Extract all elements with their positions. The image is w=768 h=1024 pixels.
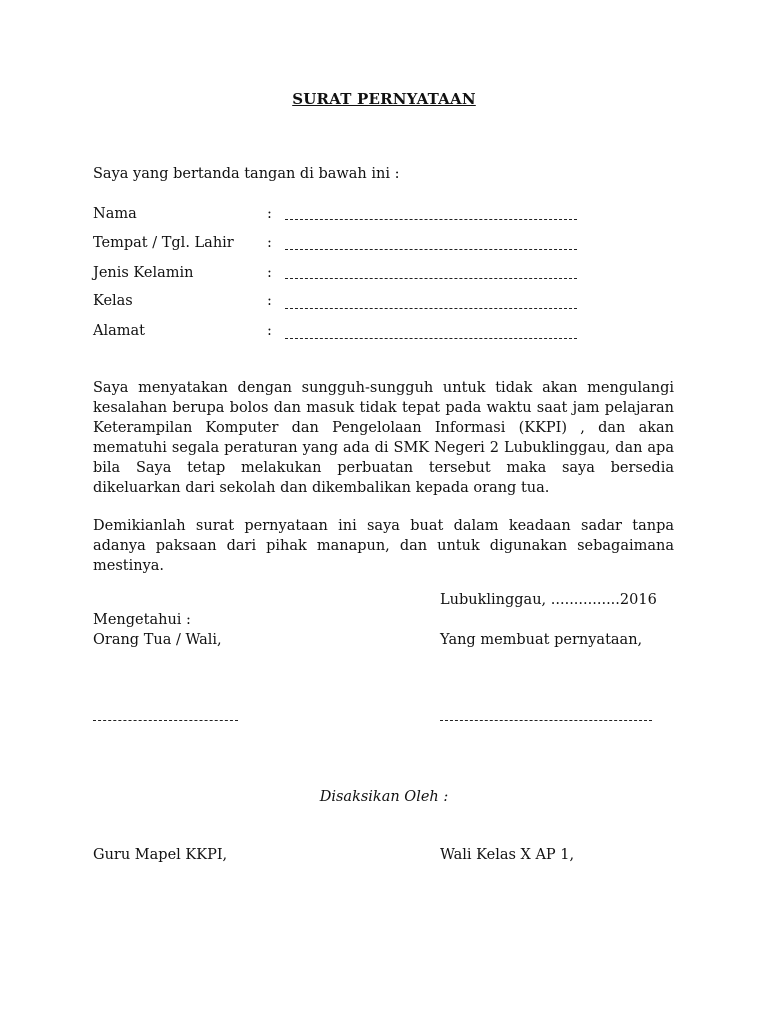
field-label-kelas: Kelas	[93, 293, 133, 309]
closing-paragraph: Demikianlah surat pernyataan ini saya buat dalam keadaan sadar tanpa adanya paksaan dari pihak manapun, dan untuk digunakan sebagaimana mestinya.	[93, 518, 674, 574]
parent-guardian-label: Orang Tua / Wali,	[93, 632, 222, 648]
field-blank-alamat	[285, 338, 577, 339]
parent-signature-line	[93, 720, 238, 721]
field-label-nama: Nama	[93, 206, 137, 222]
witness-heading: Disaksikan Oleh :	[319, 789, 449, 805]
intro-text: Saya yang bertanda tangan di bawah ini :	[93, 166, 400, 182]
field-label-jenis-kelamin: Jenis Kelamin	[93, 265, 194, 281]
document-title: SURAT PERNYATAAN	[292, 90, 476, 108]
field-label-tempat-tgl-lahir: Tempat / Tgl. Lahir	[93, 235, 234, 251]
field-colon: :	[267, 293, 272, 309]
witness-homeroom-label: Wali Kelas X AP 1,	[440, 847, 575, 863]
field-blank-nama	[285, 219, 577, 220]
statement-paragraph: Saya menyatakan dengan sungguh-sungguh untuk tidak akan mengulangi kesalahan berupa bolos dan masuk tidak tepat pada waktu saat jam pelajaran Keterampilan Komputer dan Pengelolaan Informasi (KKPI) , dan akan mematuhi segala peraturan yang ada di SMK Negeri 2 Lubuklinggau, dan apa bila Saya tetap melakukan perbuatan tersebut maka saya bersedia dikeluarkan dari sekolah dan dikembalikan kepada orang tua.	[93, 380, 674, 496]
field-blank-jenis-kelamin	[285, 278, 577, 279]
declarant-signature-line	[440, 720, 652, 721]
field-colon: :	[267, 235, 272, 251]
field-blank-kelas	[285, 308, 577, 309]
field-blank-tempat-tgl-lahir	[285, 249, 577, 250]
field-colon: :	[267, 206, 272, 222]
field-label-alamat: Alamat	[93, 323, 145, 339]
field-colon: :	[267, 265, 272, 281]
acknowledged-label: Mengetahui :	[93, 612, 191, 628]
field-colon: :	[267, 323, 272, 339]
witness-teacher-label: Guru Mapel KKPI,	[93, 847, 228, 863]
place-date: Lubuklinggau, ...............2016	[440, 592, 657, 608]
declarant-label: Yang membuat pernyataan,	[440, 632, 643, 648]
